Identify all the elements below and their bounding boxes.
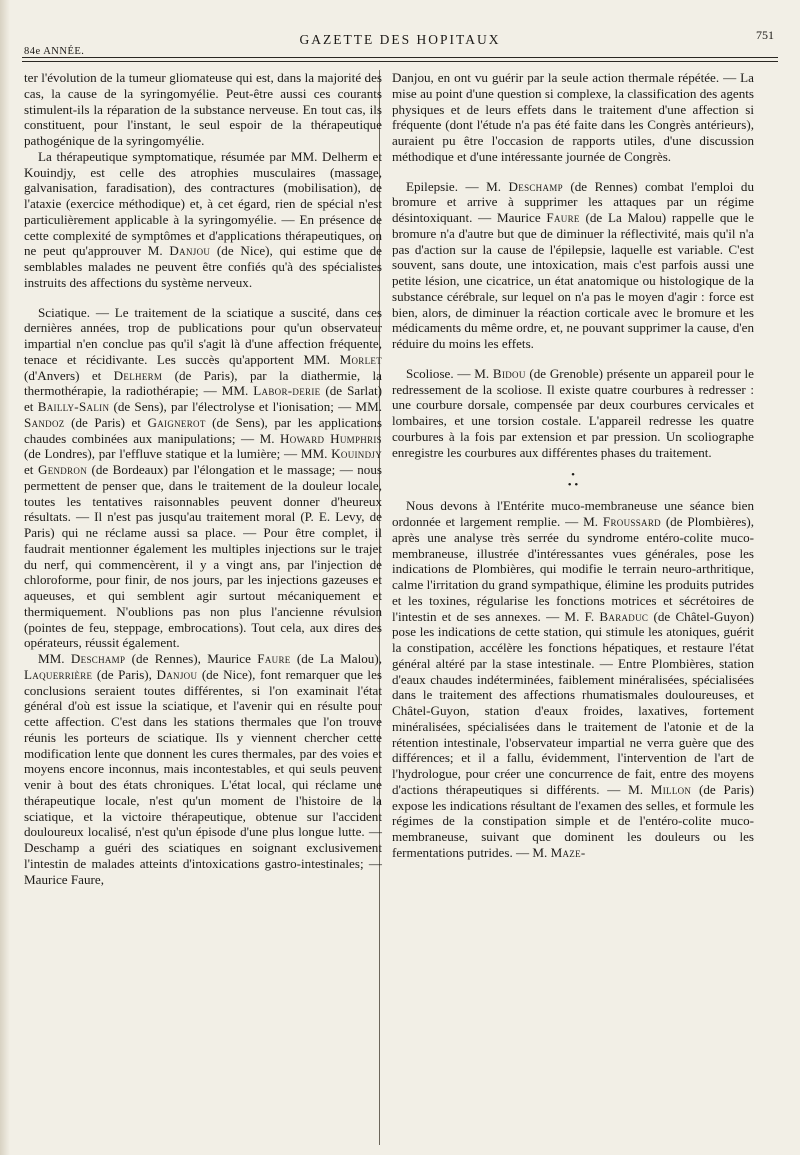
right-column — [392, 70, 754, 861]
scoliose-paragraph: Scoliose. — M. Bidou (de Grenoble) présente un appareil pour le redressement de la scoliose. Il existe quatre courbures à redresser : une courbure dorsale, compensée par deux courbures cervicales et lombaires, et une torsion costale. L'appareil redresse les quatre courbures à la fois par extension et par pression. Un scoliographe enregistre les courbures aux différentes phases du traitement. — [392, 365, 754, 460]
header-rule-thin — [22, 61, 778, 62]
journal-title: GAZETTE DES HOPITAUX — [299, 32, 501, 47]
therapeutique-paragraph: La thérapeutique symptomatique, résumée par MM. Delherm et Kouindjy, est celle des atrophies musculaires (massage, galvanisation, faradisation), des contractures (mobilisation), de l'ataxie (exercice méthodique) et, à cet égard, rien de spécial n'est particulièrement applicable à la syringomyélie. — En présence de cette complexité de symptômes et d'applications thérapeutiques, on ne peut qu'approuver M. Danjou (de Nice), qui estime que de semblables malades ne peuvent être confiés qu'à des spécialistes instruits des affections du système nerveux. — [24, 148, 382, 290]
epilepsie-paragraph: Epilepsie. — M. Deschamp (de Rennes) combat l'emploi du bromure et arrive à supprimer les attaques par un régime désintoxiquant. — Maurice Faure (de La Malou) rappelle que le bromure n'a d'autre but que de diminuer la réflectivité, mais qu'il n'a pas d'action sur la cause de l'épilepsie, laquelle est variable. C'est souvent, sans doute, une intoxication, mais c'est parfois aussi une petite lésion, une cicatrice, un état anatomique ou histologique de la substance cérébrale, sur lequel on n'a pas le moyen d'agir : force est bien, alors, de diminuer la réaction corticale avec le bromure et les médicaments du même ordre, et, ne pouvant supprimer la cause, d'en réduire du moins les effets. — [392, 178, 755, 351]
volume-year: 84e ANNÉE. — [24, 46, 85, 57]
stations-thermales-paragraph: MM. Deschamp (de Rennes), Maurice Faure (de La Malou), Laquerrière (de Paris), Danjou (de Nice), font remarquer que les conclusions seraient toutes différentes, si l'on examinait l'état général d'où est issue la sciatique, et l'avenir qui en résulte pour cette affection. C'est dans les stations thermales que l'on trouve réunis les porteurs de sciatique. Ils y viennent chercher cette modification lente que donnent les cures thermales, par des voies et moyens encore inconnus, mais incontestables, et qui seuls peuvent venir à bout des états chroniques. L'état local, qui réclame une thérapeutique locale, n'est qu'un moment de l'histoire de la sciatique, et la victoire thérapeutique, obtenue sur l'accident douloureux localisé, n'est qu'un épisode d'une plus longue lutte. — Deschamp a guéri des sciatiques en soignant exclusivement l'intestin de malades atteints d'intoxications gastro-intestinales; — Maurice Faure, — [24, 651, 382, 887]
left-column — [24, 70, 382, 887]
page-header — [22, 22, 778, 62]
sciatique-paragraph: Sciatique. — Le traitement de la sciatique a suscité, dans ces dernières années, trop de publications pour qu'un observateur impartial n'en conclue pas qu'il s'agit là d'une affection fréquente, tenace et récidivante. Les succès qu'apportent MM. Morlet (d'Anvers) et Delherm (de Paris), par la diathermie, la thermothérapie, la radiothérapie; — MM. Labor-derie (de Sarlat) et Bailly-Salin (de Sens), par l'électrolyse et l'ionisation; — MM. Sandoz (de Paris) et Gaignerot (de Sens), par les applications chaudes combinées aux manipulations; — M. Howard Humphris (de Londres), par l'effluve statique et la lumière; — MM. Kouindjy et Gendron (de Bordeaux) par l'élongation et le massage; — nous permettent de penser que, dans le traitement de la douleur locale, toutes les tentatives raisonnables peuvent donner d'heureux résultats. — Il n'est pas jusqu'au traitement moral (P. E. Levy, de Paris) qui ne réclame aussi sa place. — Pour être complet, il faudrait mentionner également les multiples injections sur le trajet du nerf, qui commencèrent, il y a vingt ans, par l'injection de chloroforme, pour finir, de nos jours, par les injections gazeuses et aqueuses, et qui semblent agir surtout mécaniquement et thermiquement. N'oublions pas non plus l'ancienne révulsion (pointes de feu, steppage, embrocations). Tout cela, aux dires des opérateurs, réussit également. — [24, 304, 383, 651]
enterite-paragraph: Nous devons à l'Entérite muco-membraneuse une séance bien ordonnée et largement remplie. — M. Froussard (de Plombières), après une analyse très serrée du syndrome entéro-colite muco-membraneuse, illustrée d'intéressantes vues générales, pose les indications de Plombières, qui modifie le terrain neuro-arthritique, calme l'irritation du grand sympathique, élimine les produits putrides et les toxines, régularise les fonctions motrices et sécrétoires de l'intestin et de ses annexes. — M. F. Baraduc (de Châtel-Guyon) pose les indications de cette station, qui stimule les atoniques, guérit la constipation, accélère les fonctions hépatiques, et restaure l'état général altéré par la stase intestinale. — Entre Plombières, station d'eaux chaudes indéterminées, faiblement minéralisées, spécialisées dans le traitement des affections rhumatismales douloureuses, et Châtel-Guyon, station d'eaux froides, laxatives, fortement minéralisées, spécialisées dans le traitement de l'atonie et de la rétention intestinale, l'observateur impartial ne verra guère que des différences; et il a fallu, évidemment, l'intervention de l'art de l'hydrologue, pour créer une concurrence de fait, entre des moyens d'actions thérapeutiques si différents. — M. Millon (de Paris) expose les indications résultant de l'examen des selles, et formule les régimes de la constipation simple et de l'entéro-colite muco-membraneuse, suivant que dominent les douleurs ou les fermentations putrides. — M. Maze- — [392, 498, 754, 860]
page-number: 751 — [756, 28, 774, 42]
page-spine-shadow — [0, 0, 10, 1155]
syringomyelie-paragraph: ter l'évolution de la tumeur gliomateuse qui est, dans la majorité des cas, la cause de la syringomyélie. Peut-être aussi ces courants stimulent-ils la réparation de la substance nerveuse. En tout cas, ils constituent, pour l'instant, le seul espoir de la thérapeutique pathogénique de la syringomyélie. — [24, 70, 382, 148]
header-rule — [22, 57, 778, 58]
section-asterism: • • • — [567, 469, 579, 492]
danjou-paragraph: Danjou, en ont vu guérir par la seule action thermale répétée. — La mise au point d'une question si complexe, la classification des agents physiques et de leurs effets dans le traitement d'une affection si fréquente (dont l'étude n'a pas été faite dans les Congrès antérieurs), auraient pu être l'occasion de rapports utiles, d'une discussion méthodique et d'une intéressante journée de Congrès. — [392, 70, 754, 164]
